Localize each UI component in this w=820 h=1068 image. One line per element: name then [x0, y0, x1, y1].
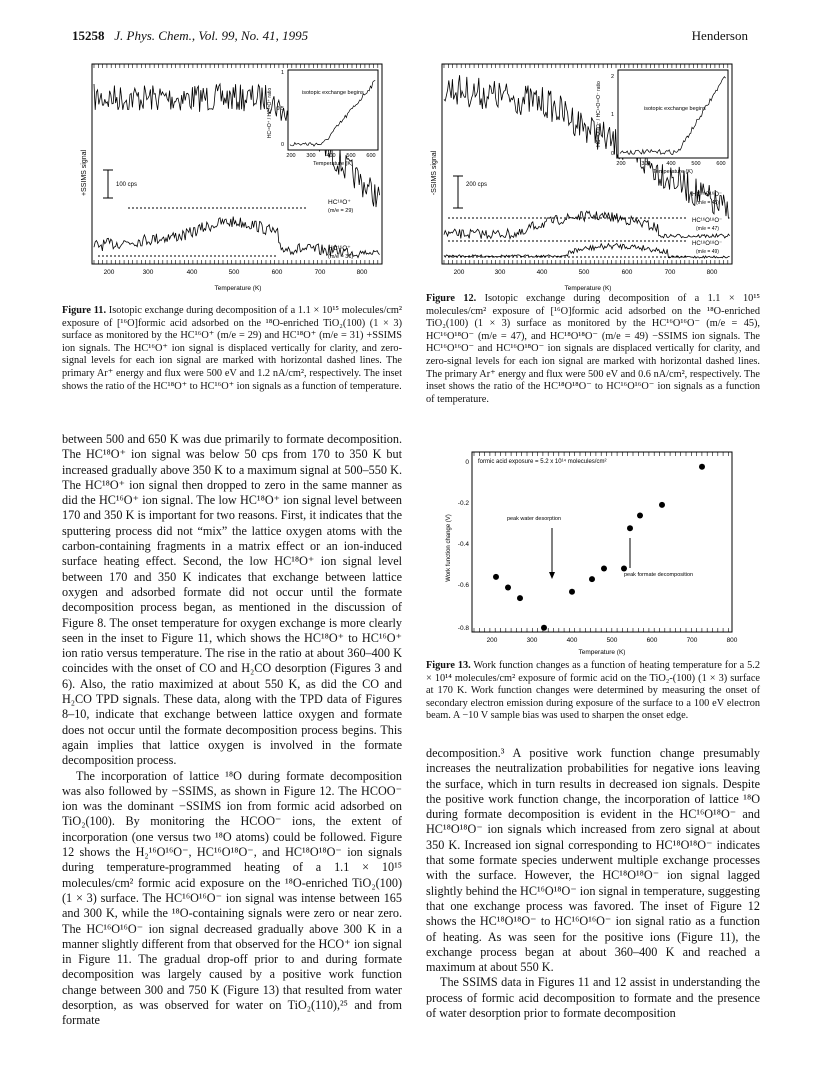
- svg-text:Temperature (K): Temperature (K): [313, 161, 353, 167]
- x-tick-label: 300: [526, 637, 538, 644]
- x-tick-label: 400: [566, 637, 578, 644]
- x-tick-label: 500: [606, 637, 618, 644]
- figure-12-trace2-sub: (m/e = 47): [696, 226, 719, 232]
- x-tick-label: 700: [686, 637, 698, 644]
- svg-text:500: 500: [578, 269, 590, 276]
- figure-13-ylabel: Work function change (V): [446, 514, 452, 582]
- data-point: [505, 585, 511, 591]
- figure-13-ticks: [474, 452, 728, 632]
- data-point: [517, 595, 523, 601]
- data-point: [589, 576, 595, 582]
- svg-text:500: 500: [228, 269, 240, 276]
- figure-12-trace1-sub: (m/e = 45): [696, 200, 719, 206]
- page-number: 15258: [72, 28, 105, 43]
- svg-text:600: 600: [716, 161, 726, 167]
- svg-text:300: 300: [641, 161, 651, 167]
- svg-text:500: 500: [691, 161, 701, 167]
- body-paragraph: between 500 and 650 K was due primarily to formate decomposition. The HC¹⁸O⁺ ion signal was below 50 cps from 170 to 350 K but increased gradually above 350 K to a maximum signal at 500–550 K. The HC¹⁸O⁺ ion signal then dropped to zero in the same manner as did the HC¹⁶O⁺ ion signal. The low HC¹⁸O⁺ ion signal level between 170 and 350 K is important for two reasons. First, it indicates that the sputtering process did not “mix” the lattice oxygen atoms with the carbon-containing fragments in a matrix effect or an ion-induced surface heating effect. Second, the low HC¹⁸O⁺ ion signal level between 170 and 350 K indicates that exchange between lattice oxygen and adsorbed formate did not occur until the formate decomposition process began, as mentioned in the discussion of Figure 8. The onset temperature for oxygen exchange is more clearly seen in the inset to Figure 11, which shows the HC¹⁸O⁺ to HC¹⁶O⁺ ion ratio versus temperature. The rise in the ratio at about 360–400 K coincides with the onset of CO and H₂CO desorption (Figures 3 and 6). Also, the ratio maximized at about 550 K, as did the CO and H₂CO TPD signals. These data, along with the TPD data of Figures 8–10, indicate that exchange between lattice oxygen and formate does not occur until the formate decomposition process begins. This again implies that lattice oxygen is involved in the formate decomposition process.: [62, 432, 402, 768]
- data-point: [541, 625, 547, 631]
- figure-13-yticklabels: [458, 459, 470, 632]
- svg-text:HC¹⁸O⁺ / HC¹⁶O⁺ ratio: HC¹⁸O⁺ / HC¹⁶O⁺ ratio: [267, 87, 273, 139]
- svg-text:300: 300: [494, 269, 506, 276]
- svg-text:200: 200: [453, 269, 465, 276]
- svg-text:400: 400: [666, 161, 676, 167]
- body-column-left: [62, 432, 402, 1029]
- svg-text:-0.6: -0.6: [457, 582, 469, 589]
- svg-text:200: 200: [286, 153, 296, 159]
- svg-text:0.5: 0.5: [276, 106, 284, 112]
- svg-text:-0.2: -0.2: [457, 500, 469, 507]
- svg-text:2: 2: [610, 74, 614, 80]
- figure-11-caption-text: Isotopic exchange during decomposition of a 1.1 × 10¹⁵ molecules/cm² exposure of [¹⁶O]formic acid adsorbed on the ¹⁸O-enriched TiO₂(100) (1 × 3) surface as monitored by the HC¹⁶O⁺ (m/e = 29) and HC¹⁸O⁺ (m/e = 31) +SSIMS ion signals. The HC¹⁶O⁺ ion signal is displaced vertically for clarity, and zero-signal levels for each ion signal are marked with horizontal dashed lines. The primary Ar⁺ energy and flux were 500 eV and 1.2 nA/cm², respectively. The inset shows the ratio of the HC¹⁸O⁺ to HC¹⁶O⁺ ion signals as a function of temperature.: [62, 305, 402, 392]
- figure-11-caption-label: Figure 11.: [62, 305, 107, 316]
- data-point: [627, 525, 633, 531]
- svg-text:0: 0: [465, 459, 469, 466]
- figure-13-caption-label: Figure 13.: [426, 660, 471, 671]
- svg-text:1: 1: [280, 70, 284, 76]
- svg-text:-0.4: -0.4: [457, 541, 469, 548]
- x-tick-label: 800: [726, 637, 738, 644]
- svg-text:800: 800: [356, 269, 368, 276]
- data-point: [569, 589, 575, 595]
- svg-text:0: 0: [280, 142, 284, 148]
- figure-12-xlabel: Temperature (K): [564, 285, 612, 292]
- figure-11: [78, 58, 398, 298]
- svg-text:700: 700: [664, 269, 676, 276]
- figure-12-trace-49: [444, 244, 730, 259]
- figure-12-caption: [426, 293, 760, 406]
- figure-11-trace2-label: HC¹⁶O⁺: [328, 245, 351, 252]
- figure-13-xlabel: Temperature (K): [578, 649, 626, 656]
- svg-text:600: 600: [271, 269, 283, 276]
- data-point: [621, 566, 627, 572]
- figure-11-xlabel: Temperature (K): [214, 285, 262, 292]
- svg-text:600: 600: [366, 153, 376, 159]
- journal-citation: J. Phys. Chem., Vol. 99, No. 41, 1995: [114, 28, 309, 43]
- svg-text:600: 600: [621, 269, 633, 276]
- figure-11-inset-annotation: isotopic exchange begins: [302, 90, 364, 96]
- figure-12: [428, 58, 748, 298]
- page-header-left: [72, 28, 308, 44]
- x-tick-label: 600: [646, 637, 658, 644]
- author-header: Henderson: [691, 28, 748, 43]
- body-paragraph: The SSIMS data in Figures 11 and 12 assist in understanding the process of formic acid decomposition to formate and the presence of water desorption prior to formate decomposition: [426, 975, 760, 1021]
- svg-text:200: 200: [103, 269, 115, 276]
- svg-text:500: 500: [346, 153, 356, 159]
- figure-13-annotation-formate: peak formate decomposition: [624, 572, 694, 578]
- figure-12-trace3-label: HC¹⁸O¹⁸O⁻: [692, 241, 723, 247]
- figure-12-caption-label: Figure 12.: [426, 293, 477, 304]
- svg-text:400: 400: [186, 269, 198, 276]
- data-point: [637, 513, 643, 519]
- figure-12-trace1-label: HC¹⁶O¹⁶O⁻: [692, 192, 723, 198]
- svg-text:HC¹⁸O¹⁸O⁻ / HC¹⁶O¹⁶O⁻ ratio: HC¹⁸O¹⁸O⁻ / HC¹⁶O¹⁶O⁻ ratio: [596, 81, 602, 147]
- svg-text:400: 400: [536, 269, 548, 276]
- figure-11-trace2-sub: (m/e = 31): [328, 254, 354, 260]
- svg-text:-0.8: -0.8: [457, 625, 469, 632]
- data-point: [659, 502, 665, 508]
- figure-12-trace2-label: HC¹⁶O¹⁸O⁻: [692, 218, 723, 224]
- data-point: [601, 566, 607, 572]
- body-paragraph: The incorporation of lattice ¹⁸O during formate decomposition was also followed by −SSIMS, as shown in Figure 12. The HCOO⁻ ion was the dominant −SSIMS ion from formic acid adsorbed on TiO₂(100). By monitoring the HCOO⁻ ions, the extent of incorporation (one versus two ¹⁸O atoms) could be followed. Figure 12 shows the H₂¹⁶O¹⁶O⁻, HC¹⁶O¹⁸O⁻, and HC¹⁸O¹⁸O⁻ ion signals during temperature-programmed heating of a 1.1 × 10¹⁵ molecules/cm² formic acid exposure on the ¹⁸O-enriched TiO₂(100) (1 × 3) surface. The HC¹⁶O¹⁶O⁻ ion signal was intense between 165 and 300 K, while the ¹⁸O-containing signals were zero or near zero. The HC¹⁶O¹⁶O⁻ ion signal decreased gradually above 300 K in a manner slightly different from that observed for the HCO⁺ ion signal in Figure 11. The gradual drop-off prior to and during formate decomposition was largely caused by a positive work function change between 300 and 750 K (Figure 13) that resulted from water desorption, as was observed for water on TiO₂(110),²⁵ and from formate: [62, 768, 402, 1028]
- svg-text:800: 800: [706, 269, 718, 276]
- figure-13-caption-text: Work function changes as a function of heating temperature for a 5.2 × 10¹⁴ molecules/cm² exposure of formic acid on the TiO₂-(100) (1 × 3) surface at 170 K. Work function changes were determined by measuring the onset of secondary electron emission during exposure of the surface to a 100 eV electron beam. A −10 V sample bias was used to sharpen the onset edge.: [426, 660, 760, 722]
- figure-13-xticklabels: [487, 637, 738, 644]
- figure-12-caption-text: Isotopic exchange during decomposition of a 1.1 × 10¹⁵ molecules/cm² exposure of [¹⁶O]formic acid adsorbed on the ¹⁸O-enriched TiO₂(100) (1 × 3) surface as monitored by the HC¹⁶O¹⁶O⁻ (m/e = 45), HC¹⁶O¹⁸O⁻ (m/e = 47), and HC¹⁸O¹⁸O⁻ (m/e = 49) −SSIMS ion signals. The HC¹⁶O¹⁶O⁻ and HC¹⁶O¹⁸O⁻ ion signals are displaced vertically for clarity, and zero-signal levels for each ion signal are marked with horizontal dashed lines. The primary Ar⁺ energy and flux were 500 eV and 0.6 nA/cm², respectively. The inset shows the ratio of the HC¹⁸O¹⁸O⁻ to HC¹⁶O¹⁶O⁻ ion signals as a function of temperature.: [426, 293, 760, 405]
- svg-text:Temperature (K): Temperature (K): [653, 169, 693, 175]
- figure-13-caption: [426, 660, 760, 723]
- figure-11-scale-bar: 100 cps: [116, 182, 138, 188]
- data-point: [493, 574, 499, 580]
- figure-13-points: [493, 464, 705, 631]
- svg-text:0: 0: [610, 151, 614, 157]
- x-tick-label: 200: [486, 637, 498, 644]
- figure-12-xticklabels: [454, 269, 718, 276]
- figure-12-trace-47: [444, 211, 730, 239]
- figure-12-ylabel: -SSIMS signal: [431, 150, 438, 196]
- data-point: [699, 464, 705, 470]
- svg-text:400: 400: [326, 153, 336, 159]
- figure-11-caption: [62, 305, 402, 393]
- figure-13-legend: formic acid exposure = 5.2 x 10¹⁴ molecules/cm²: [478, 459, 607, 465]
- svg-text:300: 300: [306, 153, 316, 159]
- svg-text:200: 200: [616, 161, 626, 167]
- figure-11-xticklabels: [104, 269, 368, 276]
- figure-11-trace1-sub: (m/e = 29): [328, 208, 354, 214]
- figure-12-trace3-sub: (m/e = 49): [696, 249, 719, 255]
- figure-13: [442, 448, 742, 658]
- figure-11-trace1-label: HC¹⁸O⁺: [328, 199, 351, 206]
- figure-12-scale-bar: 200 cps: [466, 182, 488, 188]
- figure-13-annotation-water: peak water desorption: [506, 516, 562, 522]
- figure-11-ylabel: +SSIMS signal: [81, 149, 88, 197]
- body-paragraph: decomposition.³ A positive work function change presumably increases the neutralization probabilities for negative ions leaving the surface, which in turn results in decreased ion signals. Despite the positive work function change, the incorporation of lattice ¹⁸O during formate decomposition is evident in the HC¹⁶O¹⁸O⁻ and HC¹⁸O¹⁸O⁻ ion signals which increased from zero signal at about 350 K. Increased ion signal corresponding to HC¹⁸O¹⁸O⁻ indicates that some formate species underwent multiple exchange processes with the surface. However, the HC¹⁸O¹⁸O⁻ ion signal lagged slightly behind the HC¹⁶O¹⁸O⁻ ion signal in temperature, suggesting that one exchange process was favored. The inset of Figure 12 shows the HC¹⁸O¹⁸O⁻ to HC¹⁶O¹⁶O⁻ ion signal ratio as a function of heating. As was seen for the positive ions (Figure 11), the exchange process began at about 360–400 K and reached a maximum at about 550 K.: [426, 746, 760, 975]
- svg-text:700: 700: [314, 269, 326, 276]
- figure-12-inset-annotation: isotopic exchange begins: [644, 106, 706, 112]
- body-column-right: [426, 746, 760, 1021]
- figure-12-inset: [596, 70, 728, 175]
- figure-11-inset: [267, 70, 378, 167]
- svg-text:1: 1: [610, 112, 614, 118]
- svg-text:300: 300: [142, 269, 154, 276]
